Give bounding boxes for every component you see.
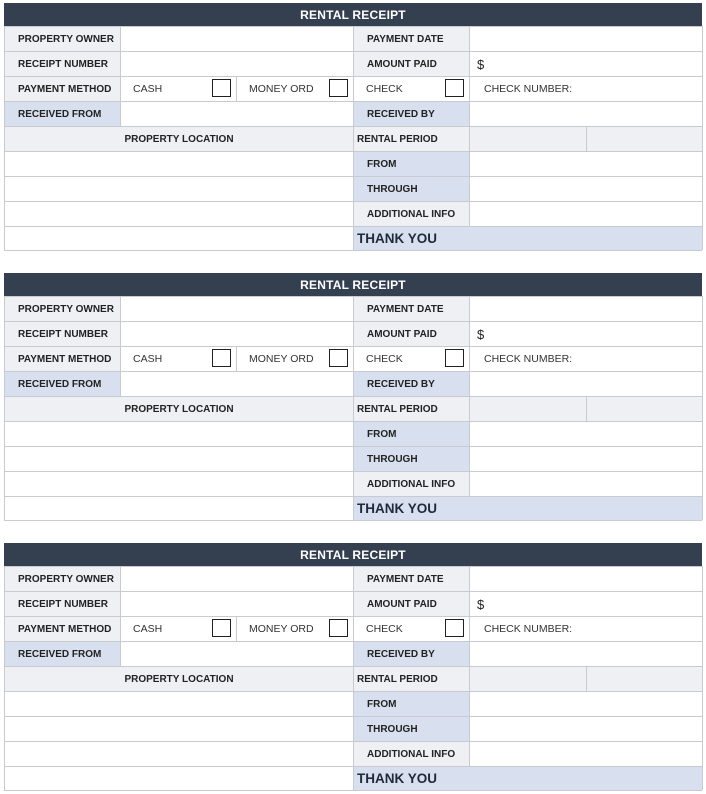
rental-period-label: RENTAL PERIOD bbox=[354, 666, 470, 691]
property-owner-label: PROPERTY OWNER bbox=[5, 566, 121, 591]
money-order-option: MONEY ORD bbox=[237, 346, 354, 371]
property-location-line-1[interactable] bbox=[5, 151, 354, 176]
through-label: THROUGH bbox=[354, 176, 470, 201]
check-checkbox[interactable] bbox=[445, 619, 464, 637]
cash-checkbox[interactable] bbox=[212, 349, 231, 367]
receipt-number-label: RECEIPT NUMBER bbox=[5, 51, 121, 76]
cash-checkbox[interactable] bbox=[212, 619, 231, 637]
from-label: FROM bbox=[354, 151, 470, 176]
receipt-grid bbox=[4, 296, 702, 521]
property-location-header: PROPERTY LOCATION bbox=[5, 666, 354, 691]
check-number-field[interactable]: CHECK NUMBER: bbox=[470, 346, 703, 371]
received-from-field[interactable] bbox=[121, 641, 354, 666]
receipt-title: RENTAL RECEIPT bbox=[4, 273, 702, 296]
amount-paid-field[interactable]: $ bbox=[470, 51, 703, 76]
property-location-line-3[interactable] bbox=[5, 741, 354, 766]
payment-date-field[interactable] bbox=[470, 566, 703, 591]
received-from-label: RECEIVED FROM bbox=[5, 101, 121, 126]
from-label: FROM bbox=[354, 421, 470, 446]
amount-paid-field[interactable]: $ bbox=[470, 321, 703, 346]
check-checkbox[interactable] bbox=[445, 79, 464, 97]
money-order-checkbox[interactable] bbox=[329, 619, 348, 637]
money-order-checkbox[interactable] bbox=[329, 79, 348, 97]
cash-option: CASH bbox=[121, 76, 237, 101]
rental-period-field-2[interactable] bbox=[587, 396, 703, 421]
property-location-line-3[interactable] bbox=[5, 471, 354, 496]
property-location-line-4[interactable] bbox=[5, 226, 354, 250]
property-location-line-4[interactable] bbox=[5, 496, 354, 520]
additional-info-field[interactable] bbox=[470, 741, 703, 766]
received-from-field[interactable] bbox=[121, 101, 354, 126]
payment-date-label: PAYMENT DATE bbox=[354, 566, 470, 591]
rental-receipt bbox=[4, 543, 702, 791]
rental-period-field-2[interactable] bbox=[587, 126, 703, 151]
receipt-grid bbox=[4, 26, 702, 251]
received-by-label: RECEIVED BY bbox=[354, 371, 470, 396]
receipt-title: RENTAL RECEIPT bbox=[4, 3, 702, 26]
receipt-number-field[interactable] bbox=[121, 51, 354, 76]
property-location-line-2[interactable] bbox=[5, 446, 354, 471]
property-owner-field[interactable] bbox=[121, 26, 354, 51]
property-location-header: PROPERTY LOCATION bbox=[5, 396, 354, 421]
money-order-option: MONEY ORD bbox=[237, 616, 354, 641]
rental-period-field-2[interactable] bbox=[587, 666, 703, 691]
check-option: CHECK bbox=[354, 346, 470, 371]
additional-info-field[interactable] bbox=[470, 201, 703, 226]
received-by-label: RECEIVED BY bbox=[354, 641, 470, 666]
cash-option: CASH bbox=[121, 346, 237, 371]
payment-method-label: PAYMENT METHOD bbox=[5, 616, 121, 641]
from-field[interactable] bbox=[470, 691, 703, 716]
additional-info-field[interactable] bbox=[470, 471, 703, 496]
receipt-number-label: RECEIPT NUMBER bbox=[5, 591, 121, 616]
rental-period-field-1[interactable] bbox=[470, 666, 587, 691]
payment-date-field[interactable] bbox=[470, 296, 703, 321]
received-by-field[interactable] bbox=[470, 371, 703, 396]
check-number-field[interactable]: CHECK NUMBER: bbox=[470, 616, 703, 641]
payment-date-label: PAYMENT DATE bbox=[354, 296, 470, 321]
property-location-line-3[interactable] bbox=[5, 201, 354, 226]
through-field[interactable] bbox=[470, 716, 703, 741]
property-location-line-2[interactable] bbox=[5, 176, 354, 201]
rental-receipt bbox=[4, 3, 702, 251]
money-order-option: MONEY ORD bbox=[237, 76, 354, 101]
payment-date-label: PAYMENT DATE bbox=[354, 26, 470, 51]
property-owner-label: PROPERTY OWNER bbox=[5, 26, 121, 51]
check-checkbox[interactable] bbox=[445, 349, 464, 367]
thank-you-banner: THANK YOU bbox=[354, 766, 703, 790]
from-field[interactable] bbox=[470, 421, 703, 446]
receipt-number-field[interactable] bbox=[121, 591, 354, 616]
additional-info-label: ADDITIONAL INFO bbox=[354, 471, 470, 496]
through-label: THROUGH bbox=[354, 716, 470, 741]
cash-option: CASH bbox=[121, 616, 237, 641]
received-by-label: RECEIVED BY bbox=[354, 101, 470, 126]
amount-paid-field[interactable]: $ bbox=[470, 591, 703, 616]
property-owner-label: PROPERTY OWNER bbox=[5, 296, 121, 321]
property-location-line-1[interactable] bbox=[5, 421, 354, 446]
property-owner-field[interactable] bbox=[121, 296, 354, 321]
payment-method-label: PAYMENT METHOD bbox=[5, 346, 121, 371]
from-label: FROM bbox=[354, 691, 470, 716]
money-order-checkbox[interactable] bbox=[329, 349, 348, 367]
additional-info-label: ADDITIONAL INFO bbox=[354, 201, 470, 226]
from-field[interactable] bbox=[470, 151, 703, 176]
cash-checkbox[interactable] bbox=[212, 79, 231, 97]
additional-info-label: ADDITIONAL INFO bbox=[354, 741, 470, 766]
property-location-line-4[interactable] bbox=[5, 766, 354, 790]
property-owner-field[interactable] bbox=[121, 566, 354, 591]
receipt-number-label: RECEIPT NUMBER bbox=[5, 321, 121, 346]
receipt-number-field[interactable] bbox=[121, 321, 354, 346]
payment-method-label: PAYMENT METHOD bbox=[5, 76, 121, 101]
amount-paid-label: AMOUNT PAID bbox=[354, 321, 470, 346]
received-by-field[interactable] bbox=[470, 641, 703, 666]
received-from-label: RECEIVED FROM bbox=[5, 371, 121, 396]
through-field[interactable] bbox=[470, 446, 703, 471]
property-location-header: PROPERTY LOCATION bbox=[5, 126, 354, 151]
rental-period-label: RENTAL PERIOD bbox=[354, 126, 470, 151]
amount-paid-label: AMOUNT PAID bbox=[354, 591, 470, 616]
through-field[interactable] bbox=[470, 176, 703, 201]
through-label: THROUGH bbox=[354, 446, 470, 471]
check-number-field[interactable]: CHECK NUMBER: bbox=[470, 76, 703, 101]
rental-receipt bbox=[4, 273, 702, 521]
thank-you-banner: THANK YOU bbox=[354, 226, 703, 250]
check-option: CHECK bbox=[354, 76, 470, 101]
amount-paid-label: AMOUNT PAID bbox=[354, 51, 470, 76]
rental-period-field-1[interactable] bbox=[470, 396, 587, 421]
receipt-title: RENTAL RECEIPT bbox=[4, 543, 702, 566]
received-from-field[interactable] bbox=[121, 371, 354, 396]
received-from-label: RECEIVED FROM bbox=[5, 641, 121, 666]
thank-you-banner: THANK YOU bbox=[354, 496, 703, 520]
rental-period-field-1[interactable] bbox=[470, 126, 587, 151]
receipt-grid bbox=[4, 566, 702, 791]
property-location-line-2[interactable] bbox=[5, 716, 354, 741]
rental-period-label: RENTAL PERIOD bbox=[354, 396, 470, 421]
check-option: CHECK bbox=[354, 616, 470, 641]
received-by-field[interactable] bbox=[470, 101, 703, 126]
payment-date-field[interactable] bbox=[470, 26, 703, 51]
property-location-line-1[interactable] bbox=[5, 691, 354, 716]
